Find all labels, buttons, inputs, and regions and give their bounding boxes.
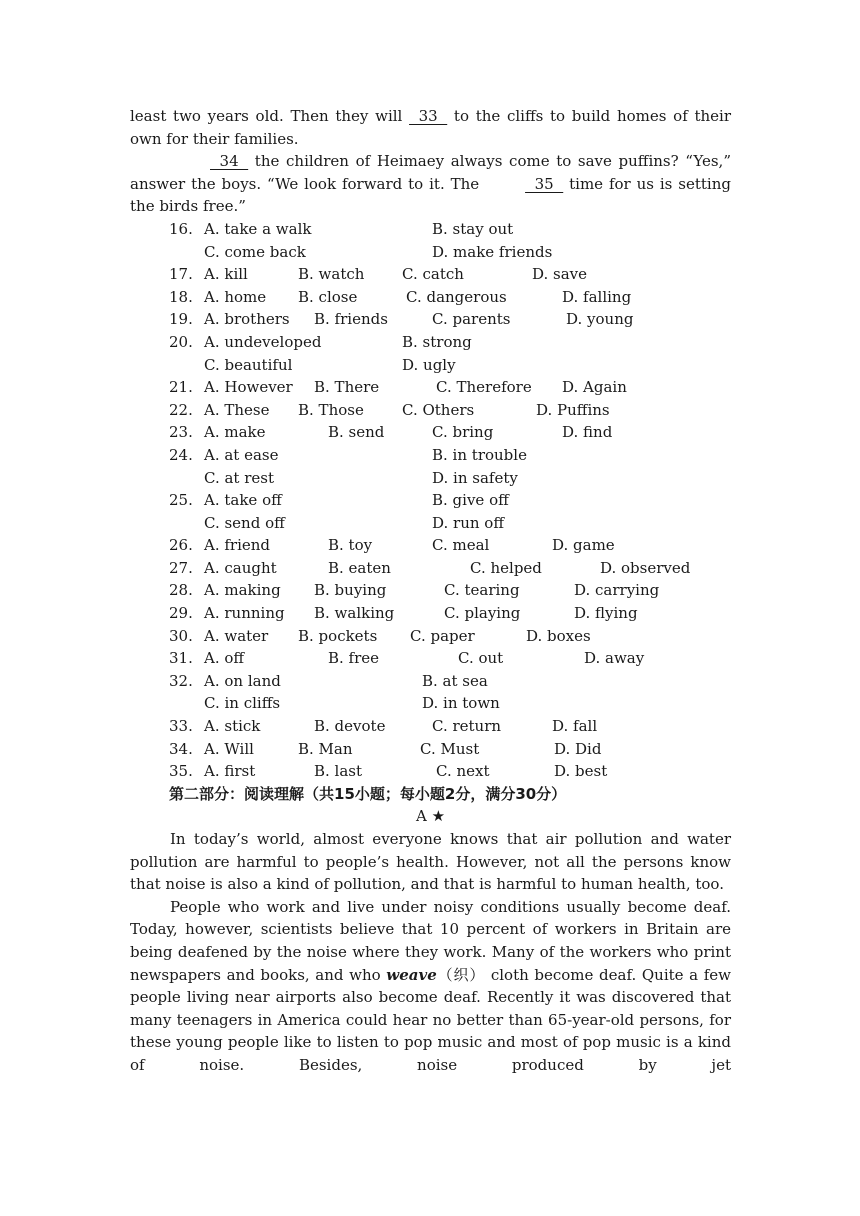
option-a: A. undeveloped <box>204 332 322 351</box>
option-a: A. on land <box>204 671 281 690</box>
question-30 <box>130 625 731 648</box>
option-c: C. at rest <box>204 468 274 487</box>
question-number: 26. <box>169 536 193 555</box>
option-a: A. make <box>204 423 266 442</box>
question-33 <box>130 715 731 738</box>
question-18 <box>130 286 731 309</box>
question-24 <box>130 444 731 467</box>
reading-text: People who work and live under noisy conditions usually become deaf. Today, however, scientists believe that 10 percent of workers in Britain are being deafened by the noise where they work. Many of the workers who print newspapers and books, and who <box>130 897 731 984</box>
question-23 <box>130 421 731 444</box>
option-d: D. in safety <box>432 468 518 487</box>
option-a: A. brothers <box>204 310 290 329</box>
question-16 <box>130 218 731 241</box>
option-b: B. toy <box>328 536 373 555</box>
option-d: D. fall <box>552 717 598 736</box>
option-c: C. paper <box>410 626 475 645</box>
option-d: D. save <box>532 265 588 284</box>
reading-paragraph-1: In today’s world, almost everyone knows that air pollution and water pollution are harmful to people’s health. However, not all the persons know that noise is also a kind of pollution, and that is harmful to human health, too. <box>130 830 731 894</box>
answer-options-list <box>130 218 731 783</box>
question-25 <box>130 489 731 512</box>
question-34 <box>130 738 731 761</box>
option-d: D. young <box>566 310 634 329</box>
blank-35: 35 <box>525 174 564 193</box>
option-a: A. at ease <box>204 445 279 464</box>
option-c: C. playing <box>444 604 521 623</box>
option-c: C. beautiful <box>204 355 293 374</box>
option-d: D. in town <box>422 694 500 713</box>
option-b: B. Man <box>298 739 353 758</box>
option-b: B. pockets <box>298 626 378 645</box>
option-b: B. at sea <box>422 671 488 690</box>
option-c: C. return <box>432 717 502 736</box>
question-21 <box>130 376 731 399</box>
question-number: 23. <box>169 423 193 442</box>
option-b: B. give off <box>432 491 509 510</box>
option-b: B. in trouble <box>432 445 527 464</box>
option-d: D. ugly <box>402 355 456 374</box>
question-number: 27. <box>169 558 193 577</box>
option-a: A. kill <box>204 265 248 284</box>
option-b: B. strong <box>402 332 472 351</box>
option-a: A. take a walk <box>204 219 312 238</box>
blank-33: 33 <box>409 107 448 125</box>
option-c: C. catch <box>402 265 464 284</box>
option-c: C. parents <box>432 310 511 329</box>
option-a: A. caught <box>204 558 277 577</box>
question-28 <box>130 579 731 602</box>
question-31 <box>130 647 731 670</box>
question-number: 34. <box>169 739 193 758</box>
question-32 <box>130 670 731 693</box>
question-number: 28. <box>169 581 193 600</box>
option-c: C. meal <box>432 536 490 555</box>
option-b: B. buying <box>314 581 387 600</box>
question-number: 31. <box>169 649 193 668</box>
option-d: D. Did <box>554 739 602 758</box>
question-17 <box>130 263 731 286</box>
option-a: A. Will <box>204 739 254 758</box>
option-d: D. falling <box>562 287 632 306</box>
question-25-row-2 <box>130 512 731 535</box>
question-29 <box>130 602 731 625</box>
question-number: 22. <box>169 400 193 419</box>
option-b: B. close <box>298 287 358 306</box>
option-d: D. boxes <box>526 626 591 645</box>
option-c: C. come back <box>204 242 306 261</box>
option-c: C. Must <box>420 739 480 758</box>
question-number: 30. <box>169 626 193 645</box>
option-b: B. watch <box>298 265 365 284</box>
question-number: 17. <box>169 265 193 284</box>
question-number: 20. <box>169 332 193 351</box>
question-number: 35. <box>169 762 193 781</box>
question-24-row-2 <box>130 467 731 490</box>
option-d: D. carrying <box>574 581 660 600</box>
option-b: B. last <box>314 762 363 781</box>
option-a: A. friend <box>204 536 271 555</box>
option-b: B. walking <box>314 604 395 623</box>
option-c: C. Therefore <box>436 378 532 397</box>
option-d: D. away <box>584 649 645 668</box>
option-d: D. run off <box>432 513 504 532</box>
option-c: C. out <box>458 649 504 668</box>
blank-34: 34 <box>210 152 249 171</box>
option-c: C. bring <box>432 423 494 442</box>
exam-page <box>130 105 731 1077</box>
option-a: A. home <box>204 287 267 306</box>
option-c: C. Others <box>402 400 475 419</box>
option-a: A. take off <box>204 491 282 510</box>
cloze-paragraph-end <box>130 105 731 150</box>
option-d: D. game <box>552 536 615 555</box>
option-c: C. send off <box>204 513 285 532</box>
question-32-row-2 <box>130 692 731 715</box>
question-26 <box>130 534 731 557</box>
option-a: A. first <box>204 762 256 781</box>
option-d: D. make friends <box>432 242 553 261</box>
option-d: D. find <box>562 423 613 442</box>
question-number: 33. <box>169 717 193 736</box>
question-number: 19. <box>169 310 193 329</box>
cloze-paragraph-final <box>130 150 731 218</box>
option-a: A. water <box>204 626 269 645</box>
option-d: D. best <box>554 762 608 781</box>
option-c: C. tearing <box>444 581 520 600</box>
question-16-row-2 <box>130 241 731 264</box>
option-a: A. running <box>204 604 285 623</box>
option-a: A. These <box>204 400 270 419</box>
option-d: D. Again <box>562 378 627 397</box>
option-c: C. in cliffs <box>204 694 281 713</box>
question-number: 24. <box>169 445 193 464</box>
option-a: A. stick <box>204 717 261 736</box>
cloze-text: time for us is setting the birds free.” <box>130 174 731 216</box>
cloze-text: least two years old. Then they will <box>130 107 410 125</box>
option-a: A. off <box>204 649 245 668</box>
reading-paragraph-2 <box>130 896 731 1077</box>
question-number: 25. <box>169 491 193 510</box>
reading-text: cloth become deaf. Quite a few people living near airports also become deaf. Recently it was discovered that many teenagers in America could hear no better than 65-year-old persons, for these young people like to listen to pop music and most of pop music is a kind of noise. Besides, noise produced by jet <box>130 965 731 1074</box>
question-22 <box>130 399 731 422</box>
option-c: C. dangerous <box>406 287 507 306</box>
question-number: 21. <box>169 378 193 397</box>
question-27 <box>130 557 731 580</box>
question-number: 18. <box>169 287 193 306</box>
cloze-text: the children of Heimaey always come to save puffins? “Yes,” answer the boys. “We look forward to it. The <box>130 152 731 193</box>
option-d: D. observed <box>600 558 691 577</box>
question-35 <box>130 760 731 783</box>
question-number: 32. <box>169 671 193 690</box>
option-b: B. eaten <box>328 558 391 577</box>
question-20-row-2 <box>130 354 731 377</box>
option-d: D. flying <box>574 604 638 623</box>
option-a: A. making <box>204 581 281 600</box>
option-d: D. Puffins <box>536 400 610 419</box>
cloze-text: to the cliffs to build homes of their own for their families. <box>130 107 731 148</box>
question-number: 29. <box>169 604 193 623</box>
glossed-word: weave <box>386 965 437 984</box>
section-2-title: 第二部分：阅读理解（共15小题；每小题2分，满分30分） <box>169 784 567 803</box>
option-c: C. helped <box>470 558 542 577</box>
option-b: B. friends <box>314 310 388 329</box>
option-b: B. free <box>328 649 380 668</box>
option-b: B. send <box>328 423 385 442</box>
passage-label: A ★ <box>415 807 446 826</box>
question-19 <box>130 308 731 331</box>
question-20 <box>130 331 731 354</box>
option-c: C. next <box>436 762 490 781</box>
word-gloss: （织） <box>436 965 486 984</box>
option-b: B. Those <box>298 400 364 419</box>
option-b: B. stay out <box>432 219 514 238</box>
option-b: B. devote <box>314 717 386 736</box>
option-b: B. There <box>314 378 380 397</box>
question-number: 16. <box>169 219 193 238</box>
option-a: A. However <box>204 378 293 397</box>
